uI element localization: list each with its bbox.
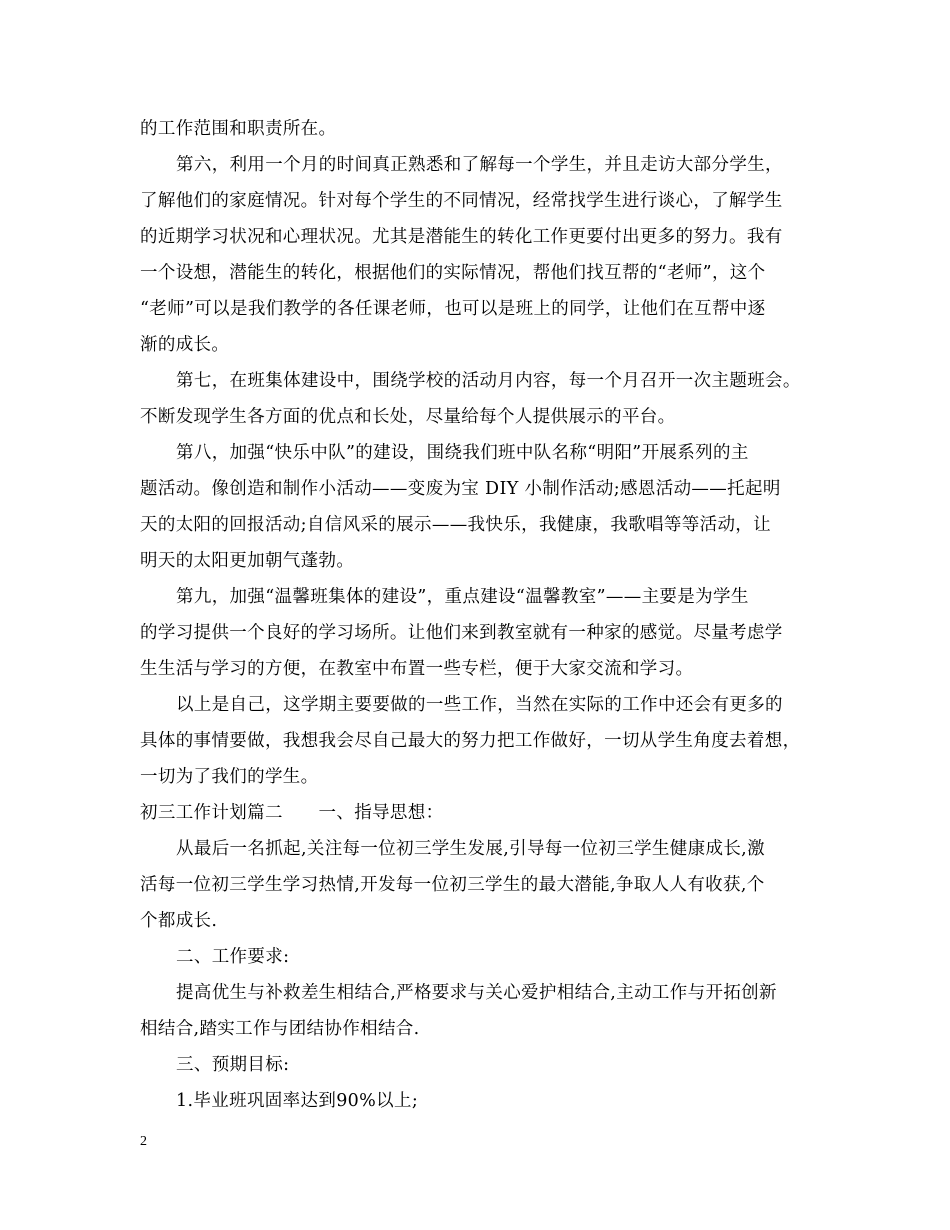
text-line: 第八，加强“快乐中队”的建设，围绕我们班中队名称“明阳”开展系列的主 bbox=[176, 443, 749, 463]
text-line: 第七，在班集体建设中，围绕学校的活动月内容，每一个月召开一次主题班会。 bbox=[176, 371, 801, 391]
text-line: 第六，利用一个月的时间真正熟悉和了解每一个学生，并且走访大部分学生， bbox=[176, 155, 783, 175]
text-line: 了解他们的家庭情况。针对每个学生的不同情况，经常找学生进行谈心，了解学生 bbox=[140, 191, 783, 211]
list-item: 1.毕业班巩固率达到90%以上; bbox=[176, 1091, 419, 1111]
text-line: 活每一位初三学生学习热情,开发每一位初三学生的最大潜能,争取人人有收获,个 bbox=[140, 875, 765, 895]
text-line: 渐的成长。 bbox=[140, 335, 230, 355]
page-number: 2 bbox=[140, 1134, 147, 1149]
text-line: 的近期学习状况和心理状况。尤其是潜能生的转化工作更要付出更多的努力。我有 bbox=[140, 227, 783, 247]
text-line: 从最后一名抓起,关注每一位初三学生发展,引导每一位初三学生健康成长,激 bbox=[176, 839, 765, 859]
text-line: 天的太阳的回报活动;自信风采的展示——我快乐，我健康，我歌唱等等活动，让 bbox=[140, 515, 771, 535]
text-line: 个都成长. bbox=[140, 911, 218, 931]
text-line: 具体的事情要做，我想我会尽自己最大的努力把工作做好，一切从学生角度去着想， bbox=[140, 731, 801, 751]
text-line: 提高优生与补救差生相结合,严格要求与关心爱护相结合,主动工作与开拓创新 bbox=[176, 983, 777, 1003]
text-line: 以上是自己，这学期主要要做的一些工作，当然在实际的工作中还会有更多的 bbox=[176, 695, 783, 715]
text-line: 一个设想，潜能生的转化，根据他们的实际情况，帮他们找互帮的“老师”，这个 bbox=[140, 263, 766, 283]
subheading: 三、预期目标: bbox=[176, 1055, 290, 1075]
text-line: 的工作范围和职责所在。 bbox=[140, 119, 337, 139]
text-line: 明天的太阳更加朝气蓬勃。 bbox=[140, 551, 355, 571]
subheading: 二、工作要求: bbox=[176, 947, 290, 967]
text-line: “老师”可以是我们教学的各任课老师，也可以是班上的同学，让他们在互帮中逐 bbox=[140, 299, 766, 319]
text-line: 生生活与学习的方便，在教室中布置一些专栏，便于大家交流和学习。 bbox=[140, 659, 694, 679]
text-line: 第九，加强“温馨班集体的建设”，重点建设“温馨教室”——主要是为学生 bbox=[176, 587, 749, 607]
text-line: 题活动。像创造和制作小活动——变废为宝 DIY 小制作活动;感恩活动——托起明 bbox=[140, 479, 781, 499]
text-line: 一切为了我们的学生。 bbox=[140, 767, 319, 787]
text-line: 的学习提供一个良好的学习场所。让他们来到教室就有一种家的感觉。尽量考虑学 bbox=[140, 623, 783, 643]
text-line: 不断发现学生各方面的优点和长处，尽量给每个人提供展示的平台。 bbox=[140, 407, 676, 427]
section-heading: 初三工作计划篇二 一、指导思想： bbox=[140, 803, 444, 823]
text-line: 相结合,踏实工作与团结协作相结合. bbox=[140, 1019, 420, 1039]
